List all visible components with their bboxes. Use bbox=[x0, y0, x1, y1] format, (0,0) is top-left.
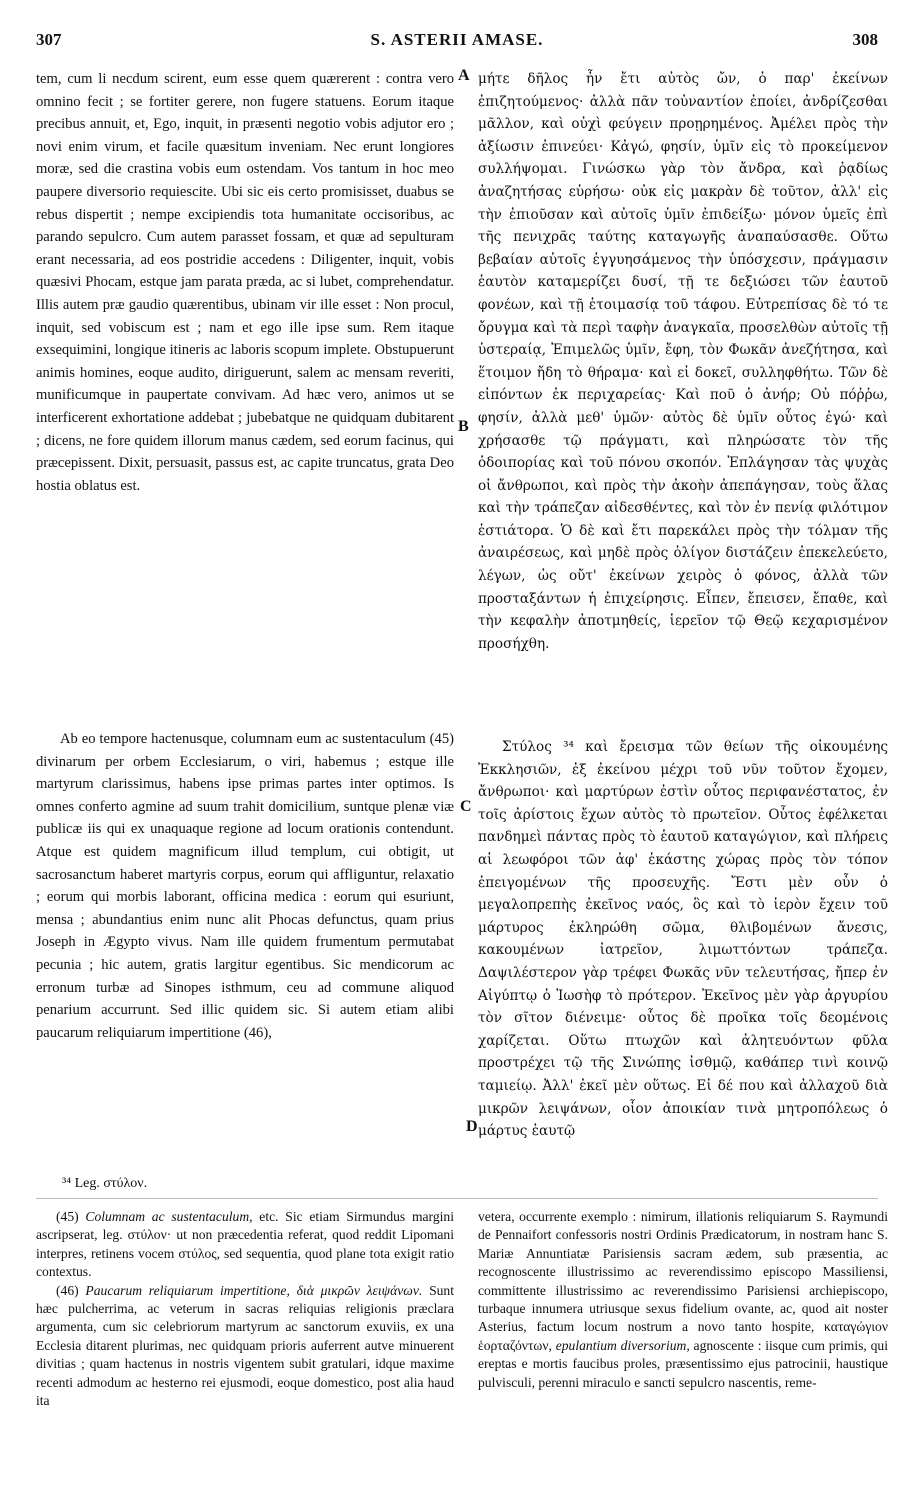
note-label: (46) bbox=[56, 1282, 79, 1298]
note-lemma: Columnam ac sustentaculum, bbox=[85, 1209, 253, 1224]
note-45 bbox=[36, 1208, 454, 1282]
greek-paragraph: Στύλος ³⁴ καὶ ἔρεισμα τῶν θείων τῆς οἰκουμένης Ἐκκλησιῶν, ἐξ ἐκείνου μέχρι τοῦ νῦν τοῦτον ἔχομεν, ἄνθρωποι· καὶ μαρτύρων ἐστὶν οὗτος περιφανέστατος, ἐν τοῖς ἀρίστοις ἔχων αὐτὸς τὸ πρωτεῖον. Οὗτος ἐφέλκεται πανδημεὶ πάντας πρὸς τὸ ἑαυτοῦ καταγώγιον, καὶ πλήρεις αἱ λεωφόροι τῶν ἀφ' ἑκάστης χώρας πρὸς τὸν τόπον ἐπειγομένων τῆς προσευχῆς. Ἔστι μὲν οὖν ὁ μεγαλοπρεπὴς ἐκεῖνος ναός, ὃς καὶ τὸ ἱερὸν ἔχειν τοῦ μάρτυρος ἐκληρώθη σῶμα, θλιβομένων ἄνεσις, κακουμένων ἰατρεῖον, λιμωττόντων τράπεζα. Δαψιλέστερον γὰρ τρέφει Φωκᾶς νῦν τελευτήσας, ἤπερ ἐν Αἰγύπτῳ ὁ Ἰωσὴφ τὸ πρότερον. Ἐκεῖνος μὲν γὰρ ἀργυρίου τὸν σῖτον διένειμε· οὗτος δὲ προῖκα τοῖς δεομένοις χαρίζεται. Οὕτω πτωχῶν καὶ ἀλητευόντων φῦλα προστρέχει τῷ τῆς Σινώπης ἰσθμῷ, καθάπερ τινὶ κοινῷ ταμιείῳ. Ἀλλ' ἐκεῖ μὲν οὕτως. Εἰ δέ που καὶ ἀλλαχοῦ διὰ μικρῶν λειψάνων, οἷον ἀποικίαν τινὰ μητροπόλεως ὁ μάρτυς ἑαυτῷ bbox=[478, 739, 888, 1140]
running-title: S. ASTERII AMASE. bbox=[370, 30, 544, 49]
note-italic-phrase: epulantium diversorium, bbox=[555, 1337, 690, 1353]
notes-column-right bbox=[478, 1208, 888, 1392]
page-number-left: 307 bbox=[36, 30, 62, 49]
note-46-continued bbox=[478, 1208, 888, 1392]
latin-column-top bbox=[36, 68, 454, 497]
footnote-34: ³⁴ Leg. στύλον. bbox=[62, 1176, 148, 1191]
running-header bbox=[36, 30, 878, 56]
greek-column-top bbox=[478, 68, 888, 655]
latin-column-bottom bbox=[36, 728, 454, 1044]
latin-paragraph: Ab eo tempore hactenusque, columnam eum ac sustentaculum (45) divinarum per orbem Ecclesiarum, o viri, habemus ; estque ille martyrum clarissimus, habens ipse primas partes inter optimos. Is omnes conferto agmine ad suum trahit domicilium, suntque plenæ viæ publicæ iis qui ex unaquaque regione ad locum orationis contendunt. Atque est quidem magnificum illud templum, cui obtigit, ut sacrosanctum haberet martyris corpus, eorum qui affliguntur, relaxatio ; eorum qui morbis laborant, officina medica : eorum qui esuriunt, mensa ; abundantius enim nunc alit Phocas defunctus, quam prius Joseph in Ægypto vivus. Nam ille quidem frumentum permutabat pecunia ; hic autem, gratis largitur egentibus. Sic mendicorum ac erronum turbæ ad Sinopes isthmum, ceu ad commune aliquod penarium accurrunt. Sed illic quidem sic. Si autem etiam alibi paucarum reliquiarum impertitione (46), bbox=[36, 731, 454, 1041]
note-text: Sunt hæc pulcherrima, ac veterum in sacras reliquias religionis præclara argumenta, cum sic celebriorum martyrum ac sanctorum exuviis, ex una Ecclesia ditarent plurimas, nec quidquam prioris auferrent autve minuerent divitias ; quam hactenus in nostris vigentem subit gratulari, idque maxime recenti admodum ac hesterno rei ejusmodi, eoque domestico, post alia haud ita bbox=[36, 1282, 455, 1409]
latin-paragraph: tem, cum li necdum scirent, eum esse quem quærerent : contra vero omnino fecit ; se fortiter gerere, non fugere statuens. Eorum itaque precibus annuit, et, Ego, inquit, in præsenti negotio vobis adjutor ero ; novi enim virum, et facile quæsitum inveniam. Nec erunt longiores moræ, sed die crastina vobis eum ostendam. Vos tantum in hoc meo paupere diversorio requiescite. Ubi sic eis certo promisisset, duabus se rebus dispertit ; nempe excipiendis tota humanitate occisoribus, ac parando sepulcro. Cum autem parasset fossam, et quæ ad sepulturam erant necessaria, ad eos postridie accedens : Diligenter, inquit, vobis quæsivi Phocam, estque jam parata præda, ac si lubet, comprehendatur. Illis autem præ gaudio quærentibus, ubinam vir ille esset : Non procul, inquit, sed vobiscum est ; nam et ego ille ipse sum. Rem itaque exsequimini, longique itineris ac laboris scopum implete. Obstupuerunt animis homines, eoque audito, diriguerunt, salem ac mensam reveriti, munificumque in paupertate convivam. Ad hæc vero, animos ut se interficerent exhortatione addebat ; jubebatque ne quidquam dubitarent ; dicens, ne fore quidem illorum manus cædem, sed eorum facinus, qui præcepissent. Dixit, persuasit, passus est, ac capite truncatus, grata Deo hostia oblatus est. bbox=[36, 71, 454, 494]
footnote-divider bbox=[36, 1198, 878, 1199]
greek-paragraph: μήτε δῆλος ἦν ἔτι αὐτὸς ὤν, ὁ παρ' ἐκείνων ἐπιζητούμενος· ἀλλὰ πᾶν τοὐναντίον ἐποίει, ἀνδρίζεσθαι μᾶλλον, καὶ οὐχὶ φεύγειν προῃρημένος. Ἀμέλει πρὸς τὴν ἀξίωσιν ἐπινεύει· Κἀγώ, φησίν, ὑμῖν εἰς τὸ προκείμενον συλλήψομαι. Γινώσκω γὰρ τὸν ἄνδρα, καὶ ῥᾳδίως ἀναζητήσας εὑρήσω· οὐκ εἰς μακρὰν δὲ τοῦτον, ἀλλ' εἰς τὴν ἐπιοῦσαν καὶ αὐτοῖς ὑμῖν ἐπιδείξω· μόνον ὑμεῖς ἐπὶ τῆς πενιχρᾶς ταύτης καταγωγῆς ἀναπαύσασθε. Οὕτω βεβαίαν αὐτοῖς ἐγγυησάμενος τὴν ὑπόσχεσιν, πράγμασιν ἑαυτὸν καταμερίζει δυσί, τῇ τε δεξιώσει τῶν ἑαυτοῦ φονέων, καὶ τῇ ἑτοιμασίᾳ τοῦ τάφου. Εὐτρεπίσας δὲ τό τε ὄρυγμα καὶ τὰ περὶ ταφὴν ἀναγκαῖα, προσελθὼν αὐτοῖς τῇ ὑστεραίᾳ, Ἐπιμελῶς ὑμῖν, ἔφη, τὸν Φωκᾶν ἀνεζήτησα, καὶ ἕτοιμον ἤδη τὸ θήραμα· καὶ εἰ δοκεῖ, συλληφθήτω. Τῶν δὲ εἰπόντων ἐκ περιχαρείας· Καὶ ποῦ ὁ ἀνήρ; Οὐ πόῤῥω, φησίν, ἀλλὰ μεθ' ὑμῶν· αὐτὸς δὲ ὑμῖν οὗτος ἐγώ· καὶ χρήσασθε τῷ πράγματι, καὶ πληρώσατε τὸν τῆς ὁδοιπορίας καὶ τοῦ πόνου σκοπόν. Ἐπλάγησαν τὰς ψυχὰς οἱ ἄνθρωποι, καὶ πρὸς τὴν ἀκοὴν ἀπεπάγησαν, τοὺς ἅλας καὶ τὴν τράπεζαν αἰδεσθέντες, καὶ τὸν ἐν πενίᾳ φιλότιμον ἑστιάτορα. Ὁ δὲ καὶ ἔτι παρεκάλει πρὸς τὴν τόλμαν τῆς ἀναιρέσεως, καὶ μηδὲ πρὸς ὀλίγον διστάζειν ἐπεκελεύετο, λέγων, ὡς οὔτ' ἐκείνων χειρὸς ὁ φόνος, ἀλλὰ τῶν προσταξάντων ἡ ἐπιχείρησις. Εἶπεν, ἔπεισεν, ἔπαθε, καὶ τὴν κεφαλὴν ἀποτμηθείς, ἱερεῖον τῷ Θεῷ κεχαρισμένον προσήχθη. bbox=[478, 71, 888, 652]
margin-marker-a: A bbox=[458, 67, 470, 84]
note-lemma: Paucarum reliquiarum impertitione, διὰ μικρῶν λειψάνων. bbox=[85, 1282, 423, 1298]
note-46 bbox=[36, 1282, 454, 1411]
margin-marker-c: C bbox=[460, 798, 472, 815]
margin-marker-d: D bbox=[466, 1118, 478, 1135]
note-label: (45) bbox=[56, 1209, 79, 1224]
note-text: vetera, occurrente exemplo : nimirum, illationis reliquiarum S. Raymundi de Pennaifort confessoris nostri Ordinis Prædicatorum, in nostram hanc S. Mariæ Annuntiatæ Parisiensis sacram ædem, sub præsentia, ac recognoscente illustrissimo ac reverendissimo episcopo Massiliensi, committente illustrissimo ac reverendissimo Parisiensi archiepiscopo, turbaque innumera utriusque sexus fidelium ovante, ac, quod ait noster Asterius, factum locum nostrum a novo tanto hospite, καταγώγιον ἑορταζόντων, bbox=[478, 1209, 888, 1353]
notes-column-left bbox=[36, 1208, 454, 1410]
margin-marker-b: B bbox=[458, 418, 469, 435]
page-number-right: 308 bbox=[852, 30, 878, 49]
note-text: agnoscente : iisque cum primis, qui ereptas e mortis faucibus proles, præsentissimo ejus patrocinii, haustique pulvisculi, perenni miraculo e sancti sepulcro nascentis, reme- bbox=[478, 1337, 888, 1390]
greek-column-bottom bbox=[478, 736, 888, 1143]
note-text: etc. Sic etiam Sirmundus margini ascripserat, leg. στύλον· ut non præcedentia referat, quod reddit Lipomani interpres, retinens vocem στύλος, sed sequentia, quod plane tota exigit ratio contextus. bbox=[36, 1209, 454, 1280]
